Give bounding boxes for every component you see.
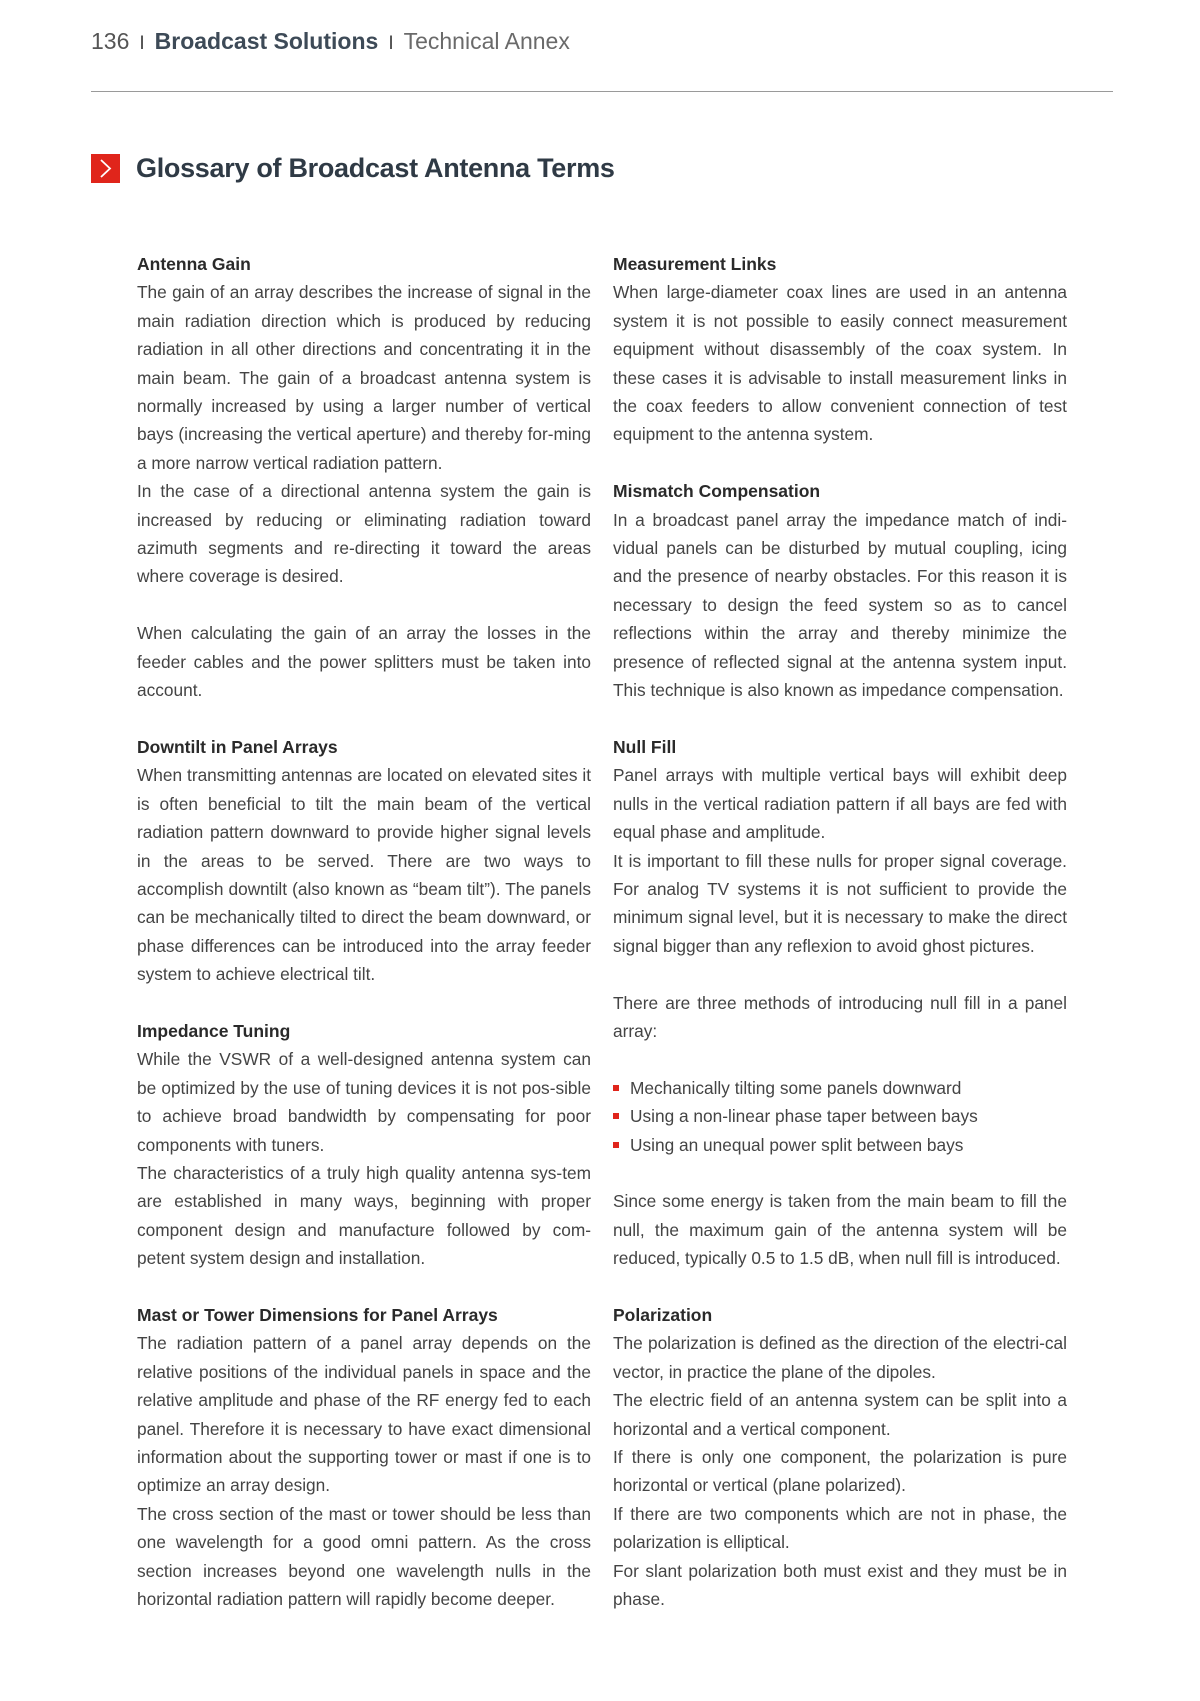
- running-header: [91, 28, 570, 68]
- null-fill-methods-list: [613, 1074, 1067, 1159]
- entry-paragraph: While the VSWR of a well-designed antenna system can be optimized by the use of tuning devices it is not pos-sible to achieve broad bandwidth by compensating for poor components with tuners.: [137, 1049, 591, 1155]
- entry-downtilt: [137, 733, 591, 989]
- entry-heading: Mast or Tower Dimensions for Panel Arrays: [137, 1304, 498, 1325]
- page-title: Glossary of Broadcast Antenna Terms: [136, 153, 615, 183]
- entry-paragraph: In a broadcast panel array the impedance match of indi-vidual panels can be disturbed by mutual coupling, icing and the presence of nearby obstacles. For this reason it is necessary to design the feed system so as to cancel reflections within the array and thereby minimize the presence of reflected signal at the antenna system input. This technique is also known as impedance compensation.: [613, 509, 1067, 701]
- list-item: Using a non-linear phase taper between bays: [613, 1102, 1067, 1130]
- header-separator: I: [139, 33, 145, 54]
- bullet-icon: [613, 1085, 619, 1091]
- entry-paragraph: The polarization is defined as the direction of the electri-cal vector, in practice the plane of the dipoles.: [613, 1333, 1067, 1382]
- header-divider: [91, 91, 1113, 92]
- entry-paragraph: If there is only one component, the polarization is pure horizontal or vertical (plane polarized).: [613, 1446, 1067, 1496]
- entry-paragraph: There are three methods of introducing null fill in a panel array:: [613, 992, 1067, 1041]
- entry-paragraph: When calculating the gain of an array the losses in the feeder cables and the power splitters must be taken into account.: [137, 623, 591, 701]
- entry-antenna-gain: [137, 250, 591, 704]
- entry-mismatch-compensation: [613, 477, 1067, 704]
- entry-paragraph: The radiation pattern of a panel array depends on the relative positions of the individual panels in space and the relative amplitude and phase of the RF energy fed to each panel. Therefore it is necessary to have exact dimensional information about the supporting tower or mast if one is to optimize an array design.: [137, 1333, 591, 1496]
- entry-paragraph: The gain of an array describes the increase of signal in the main radiation direction which is produced by reducing radiation in all other directions and concentrating it in the main beam. The gain of a broadcast antenna system is normally increased by using a larger number of vertical bays (increasing the vertical aperture) and thereby for-ming a more narrow vertical radiation pattern.: [137, 282, 591, 473]
- entry-heading: Downtilt in Panel Arrays: [137, 736, 338, 757]
- left-column: [137, 250, 591, 1613]
- header-section: Technical Annex: [403, 28, 570, 54]
- entry-paragraph: In the case of a directional antenna system the gain is increased by reducing or eliminating radiation toward azimuth segments and re-directing it toward the areas where coverage is desired.: [137, 481, 591, 587]
- bullet-icon: [613, 1142, 619, 1148]
- entry-heading: Antenna Gain: [137, 254, 251, 274]
- entry-mast-tower: [137, 1301, 591, 1613]
- entry-paragraph: The electric field of an antenna system can be split into a horizontal and a vertical component.: [613, 1390, 1067, 1439]
- entry-heading: Mismatch Compensation: [613, 481, 821, 502]
- entry-null-fill: [613, 733, 1067, 1273]
- entry-paragraph: It is important to fill these nulls for proper signal coverage. For analog TV systems it is not sufficient to provide the minimum signal level, but it is necessary to make the direct signal bigger than any reflexion to avoid ghost pictures.: [613, 850, 1067, 956]
- entry-paragraph: For slant polarization both must exist and they must be in phase.: [613, 1560, 1067, 1609]
- bullet-icon: [613, 1113, 619, 1119]
- entry-impedance-tuning: [137, 1017, 591, 1273]
- entry-paragraph: Panel arrays with multiple vertical bays will exhibit deep nulls in the vertical radiation pattern if all bays are fed with equal phase and amplitude.: [613, 765, 1067, 843]
- entry-paragraph: Since some energy is taken from the main beam to fill the null, the maximum gain of the antenna system will be reduced, typically 0.5 to 1.5 dB, when null fill is introduced.: [613, 1191, 1067, 1269]
- right-column: [613, 250, 1067, 1613]
- header-brand: Broadcast Solutions: [154, 28, 379, 54]
- page-number: 136: [91, 28, 130, 54]
- title-row: [91, 153, 615, 184]
- header-separator: I: [388, 33, 394, 54]
- list-item: Using an unequal power split between bays: [613, 1131, 1067, 1159]
- entry-paragraph: The characteristics of a truly high quality antenna sys-tem are established in many ways, beginning with proper component design and manufacture followed by com-petent system design and installation.: [137, 1162, 591, 1269]
- entry-paragraph: When large-diameter coax lines are used in an antenna system it is not possible to easily connect measurement equipment without disassembly of the coax system. In these cases it is advisable to install measurement links in the coax feeders to allow convenient connection of test equipment to the antenna system.: [613, 282, 1067, 445]
- list-item: Mechanically tilting some panels downward: [613, 1074, 1067, 1102]
- entry-paragraph: The cross section of the mast or tower should be less than one wavelength for a good omni pattern. As the cross section increases beyond one wavelength nulls in the horizontal radiation pattern will rapidly become deeper.: [137, 1503, 591, 1610]
- entry-paragraph: If there are two components which are not in phase, the polarization is elliptical.: [613, 1503, 1067, 1553]
- chevron-right-icon: [91, 154, 120, 183]
- entry-polarization: [613, 1301, 1067, 1613]
- entry-heading: Impedance Tuning: [137, 1020, 291, 1041]
- entry-paragraph: When transmitting antennas are located on elevated sites it is often beneficial to tilt the main beam of the vertical radiation pattern downward to provide higher signal levels in the areas to be served. There are two ways to accomplish downtilt (also known as “beam tilt”). The panels can be mechanically tilted to direct the beam downward, or phase differences can be introduced into the array feeder system to achieve electrical tilt.: [137, 765, 591, 985]
- entry-heading: Polarization: [613, 1304, 713, 1325]
- entry-heading: Null Fill: [613, 736, 677, 757]
- entry-measurement-links: [613, 250, 1067, 449]
- entry-heading: Measurement Links: [613, 254, 777, 274]
